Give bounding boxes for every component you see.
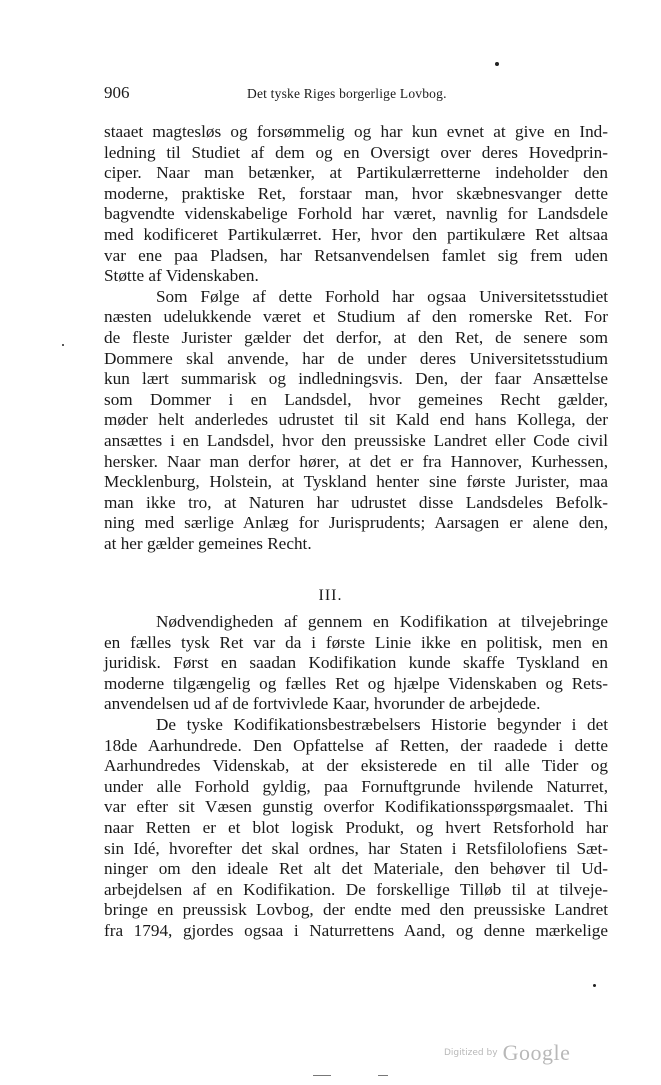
text-line: De tyske Kodifikationsbestræbelsers Historie begynder i det [156,714,608,734]
text-line: at her gælder gemeines Recht. [104,533,312,553]
text-line: staaet magtesløs og forsømmelig og har kun evnet at give en Ind- [104,122,608,141]
text-line: juridisk. Først en saadan Kodifikation kunde skaffe Tyskland en [104,653,608,673]
text-line: ninger om den ideale Ret alt det Materiale, den behøver til Ud- [104,859,608,879]
text-line: sin Idé, hvorefter det skal ordnes, har Staten i Retsfilolofiens Sæt- [104,838,608,858]
page-number: 906 [104,83,130,102]
text-line: med kodificeret Partikulærret. Her, hvor den partikulære Ret altsaa [104,224,608,244]
text-line: Dommere skal anvende, har de under deres Universitetsstudium [104,348,608,368]
paragraph-4 [104,715,608,942]
text-line: møder helt anderledes udrustet til sit Kald end hans Kollega, der [104,410,608,430]
text-line: som Dommer i en Landsdel, hvor gemeines Recht gælder, [104,389,608,409]
running-head [104,83,608,107]
text-line: moderne tilgængelig og fælles Ret og hjælpe Videnskaben og Rets- [104,673,608,693]
text-line: man ikke tro, at Naturen har udrustet disse Landsdeles Befolk- [104,492,608,512]
text-line: kun lært summarisk og indledningsvis. Den, der faar Ansættelse [104,369,608,389]
text-line: var efter sit Væsen gunstig overfor Kodifikationsspørgsmaalet. Thi [104,797,608,817]
text-line: moderne, praktiske Ret, forstaar man, hvor skæbnesvanger dette [104,183,608,203]
text-line: 18de Aarhundrede. Den Opfattelse af Retten, der raadede i dette [104,735,608,755]
scan-mark [378,1075,388,1076]
text-line: en fælles tysk Ret var da i første Linie ikke en politisk, men en [104,632,608,652]
text-line: næsten udelukkende været et Studium af den romerske Ret. For [104,307,608,327]
text-line: Som Følge af dette Forhold har ogsaa Universitetsstudiet [156,286,608,306]
text-line: fra 1794, gjordes ogsaa i Naturrettens Aand, og denne mærkelige [104,920,608,940]
section-heading: III. [318,587,343,604]
text-line: Aarhundredes Videnskab, at der eksisterede en til alle Tider og [104,756,608,776]
running-title: Det tyske Riges borgerlige Lovbog. [247,86,447,101]
text-line: anvendelsen ud af de fortvivlede Kaar, hvorunder de arbejdede. [104,694,541,714]
text-line: var ene paa Pladsen, har Retsanvendelsen famlet sig frem uden [104,245,608,265]
ink-speck [62,344,64,346]
text-line: Nødvendigheden af gennem en Kodifikation at tilvejebringe [156,612,608,631]
text-line: hersker. Naar man derfor hører, at det er fra Hannover, Kurhessen, [104,451,608,471]
text-line: bagvendte videnskabelige Forhold har været, navnlig for Landsdele [104,204,608,224]
text-block-bottom [104,612,608,942]
ink-speck [593,984,596,987]
text-line: ledning til Studiet af dem og en Oversigt over deres Hovedprin- [104,142,608,162]
text-line: ciper. Naar man betænker, at Partikulærretterne indeholder den [104,163,608,183]
text-line: under alle Forhold gyldig, paa Fornuftgrunde hvilende Naturret, [104,776,608,796]
ink-speck [495,62,499,66]
text-line: ning med særlige Anlæg for Jurisprudents; Aarsagen er alene den, [104,513,608,533]
paragraph-2 [104,287,608,555]
text-line: ansættes i en Landsdel, hvor den preussiske Landret eller Code civil [104,430,608,450]
watermark-prefix: Digitized by [444,1048,498,1058]
digitized-watermark [444,1040,570,1066]
google-logo: Google [502,1040,571,1065]
paragraph-1 [104,122,608,287]
paragraph-3 [104,612,608,715]
scan-mark [313,1075,331,1076]
text-line: naar Retten er et blot logisk Produkt, og hvert Retsforhold har [104,817,608,837]
text-line: Støtte af Videnskaben. [104,266,259,286]
text-line: arbejdelsen af en Kodifikation. De forskellige Tilløb til at tilveje- [104,879,608,899]
text-line: bringe en preussisk Lovbog, der endte med den preussiske Landret [104,900,608,920]
text-line: Mecklenburg, Holstein, at Tyskland henter sine første Jurister, maa [104,472,608,492]
text-block-top [104,122,608,554]
text-line: de fleste Jurister gælder det derfor, at den Ret, de senere som [104,327,608,347]
